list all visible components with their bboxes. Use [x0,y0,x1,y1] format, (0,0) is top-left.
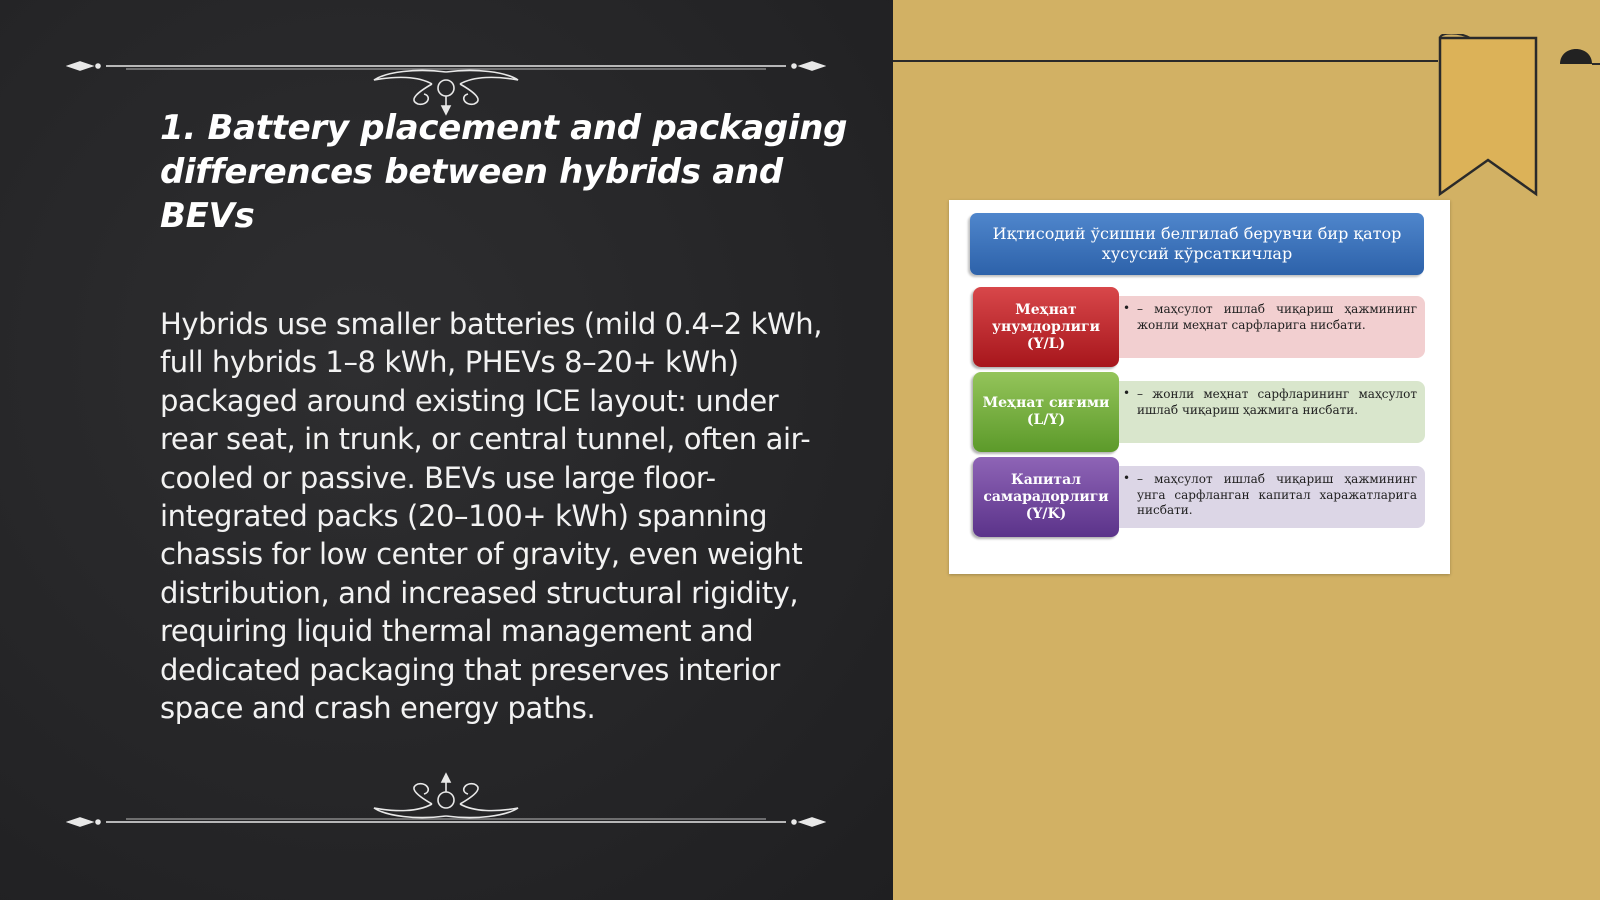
row-description [1119,381,1425,443]
row-description [1119,466,1425,528]
bullet: • [1123,471,1131,485]
slide-title: 1. Battery placement and packaging differences between hybrids and BEVs [160,108,848,236]
row-description [1119,296,1425,358]
row-description-text: – жонли меҳнат сарфларининг маҳсулот ишлаб чиқариш ҳажмига нисбати. [1137,387,1417,417]
ornamental-divider-icon [66,770,826,830]
figure-header: Иқтисодий ўсишни белгилаб берувчи бир қатор хусусий кўрсаткичлар [970,213,1424,275]
top-rule-line [893,60,1438,62]
bookmark-ribbon-icon [1430,34,1600,204]
figure-row [973,372,1425,452]
row-label: Меҳнат унумдорлиги (Y/L) [973,287,1119,367]
figure-image [949,200,1450,574]
row-description-text: – маҳсулот ишлаб чиқариш ҳажмининг унга сарфланган капитал харажатларига нисбати. [1137,472,1417,517]
figure-row [973,457,1425,537]
body-text: Hybrids use smaller batteries (mild 0.4–2 kWh, full hybrids 1–8 kWh, PHEVs 8–20+ kWh) packaged around existing ICE layout: under rear seat, in trunk, or central tunnel, often air-cooled or passive. BEVs use large floor-integrated packs (20–100+ kWh) spanning chassis for low center of gravity, even weight distribution, and increased structural rigidity, requiring liquid thermal management and dedicated packaging that preserves interior space and crash energy paths. [160,307,823,726]
bullet: • [1123,386,1131,400]
row-description-text: – маҳсулот ишлаб чиқариш ҳажмининг жонли меҳнат сарфларига нисбати. [1137,302,1417,332]
figure-row [973,287,1425,367]
row-label: Капитал самарадорлиги (Y/K) [973,457,1119,537]
row-label: Меҳнат сиғими (L/Y) [973,372,1119,452]
bullet: • [1123,301,1131,315]
